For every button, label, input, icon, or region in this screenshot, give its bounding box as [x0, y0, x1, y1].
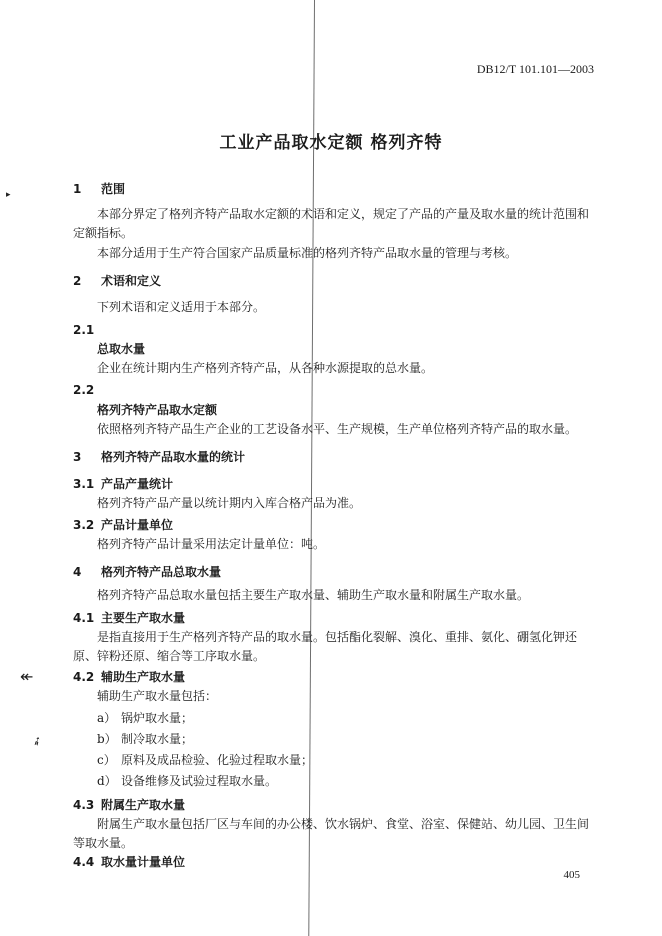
subsection-number: 3.1	[73, 477, 95, 491]
list-item	[73, 709, 615, 728]
subsection-number: 2.1	[73, 323, 95, 337]
term-name: 格列齐特产品取水定额	[97, 403, 218, 417]
section-title: 术语和定义	[101, 274, 162, 288]
paragraph: 是指直接用于生产格列齐特产品的取水量。包括酯化裂解、溴化、重排、氨化、硼氢化钾还原、锌粉还原、缩合等工序取水量。	[73, 630, 578, 663]
subsection-heading	[73, 609, 591, 628]
section-heading	[73, 180, 591, 199]
page-number: 405	[563, 869, 580, 881]
subsection-heading	[73, 668, 591, 687]
section-heading	[73, 563, 591, 582]
subsection-number: 4.2	[73, 670, 95, 684]
scan-arrow-mark: ➶	[29, 732, 45, 750]
section-number: 2	[73, 274, 82, 288]
list-marker: a）	[97, 711, 117, 725]
subsection-number: 2.2	[73, 383, 95, 397]
list-item	[73, 730, 615, 749]
subsection-number: 4.4	[73, 855, 95, 869]
subsection-heading	[73, 475, 591, 494]
subsection-number: 4.1	[73, 611, 95, 625]
subsection-title: 产品计量单位	[101, 518, 174, 532]
subsection-title: 辅助生产取水量	[101, 670, 186, 684]
section-number: 4	[73, 565, 82, 579]
list-marker: d）	[97, 774, 117, 788]
paragraph: 本部分界定了格列齐特产品取水定额的术语和定义，规定了产品的产量及取水量的统计范围和定额指标。	[73, 207, 590, 240]
subsection-heading	[73, 516, 591, 535]
term-name: 总取水量	[97, 342, 146, 356]
paragraph: 附属生产取水量包括厂区与车间的办公楼、饮水锅炉、食堂、浴室、保健站、幼儿园、卫生间等取水量。	[73, 817, 590, 850]
paragraph: 格列齐特产品总取水量包括主要生产取水量、辅助生产取水量和附属生产取水量。	[97, 588, 530, 602]
section-number: 3	[73, 450, 82, 464]
scan-arrow-mark: ↞	[20, 667, 34, 686]
section-number: 1	[73, 182, 82, 196]
term-definition: 企业在统计期内生产格列齐特产品，从各种水源提取的总水量。	[97, 361, 434, 375]
list-item-text: 制冷取水量；	[121, 732, 194, 746]
paragraph: 下列术语和定义适用于本部分。	[97, 300, 266, 314]
section-heading	[73, 272, 591, 291]
section-title: 格列齐特产品取水量的统计	[101, 450, 246, 464]
document-title: 工业产品取水定额 格列齐特	[219, 133, 443, 153]
list-item-text: 原料及成品检验、化验过程取水量；	[121, 753, 314, 767]
subsection-heading	[73, 796, 591, 815]
section-heading	[73, 448, 591, 467]
section-title: 格列齐特产品总取水量	[101, 565, 222, 579]
paragraph: 格列齐特产品计量采用法定计量单位：吨。	[97, 537, 326, 551]
list-item	[73, 772, 615, 791]
subsection-heading	[73, 853, 591, 872]
list-marker: b）	[97, 732, 117, 746]
list-marker: c）	[97, 753, 116, 767]
subsection-number: 4.3	[73, 798, 95, 812]
scan-speck-mark: ▸	[6, 190, 11, 200]
term-definition: 依照格列齐特产品生产企业的工艺设备水平、生产规模，生产单位格列齐特产品的取水量。	[97, 422, 578, 436]
paragraph: 格列齐特产品产量以统计期内入库合格产品为准。	[97, 496, 362, 510]
paragraph: 本部分适用于生产符合国家产品质量标准的格列齐特产品取水量的管理与考核。	[97, 246, 518, 260]
list-intro: 辅助生产取水量包括：	[97, 689, 218, 703]
list-item-text: 锅炉取水量；	[121, 711, 194, 725]
document-code: DB12/T 101.101—2003	[476, 62, 594, 76]
subsection-title: 主要生产取水量	[101, 611, 186, 625]
subsection-title: 附属生产取水量	[101, 798, 186, 812]
subsection-number: 3.2	[73, 518, 95, 532]
subsection-title: 取水量计量单位	[101, 855, 186, 869]
section-title: 范围	[101, 182, 126, 196]
list-item	[73, 751, 615, 770]
list-item-text: 设备维修及试验过程取水量。	[121, 774, 278, 788]
subsection-title: 产品产量统计	[101, 477, 174, 491]
